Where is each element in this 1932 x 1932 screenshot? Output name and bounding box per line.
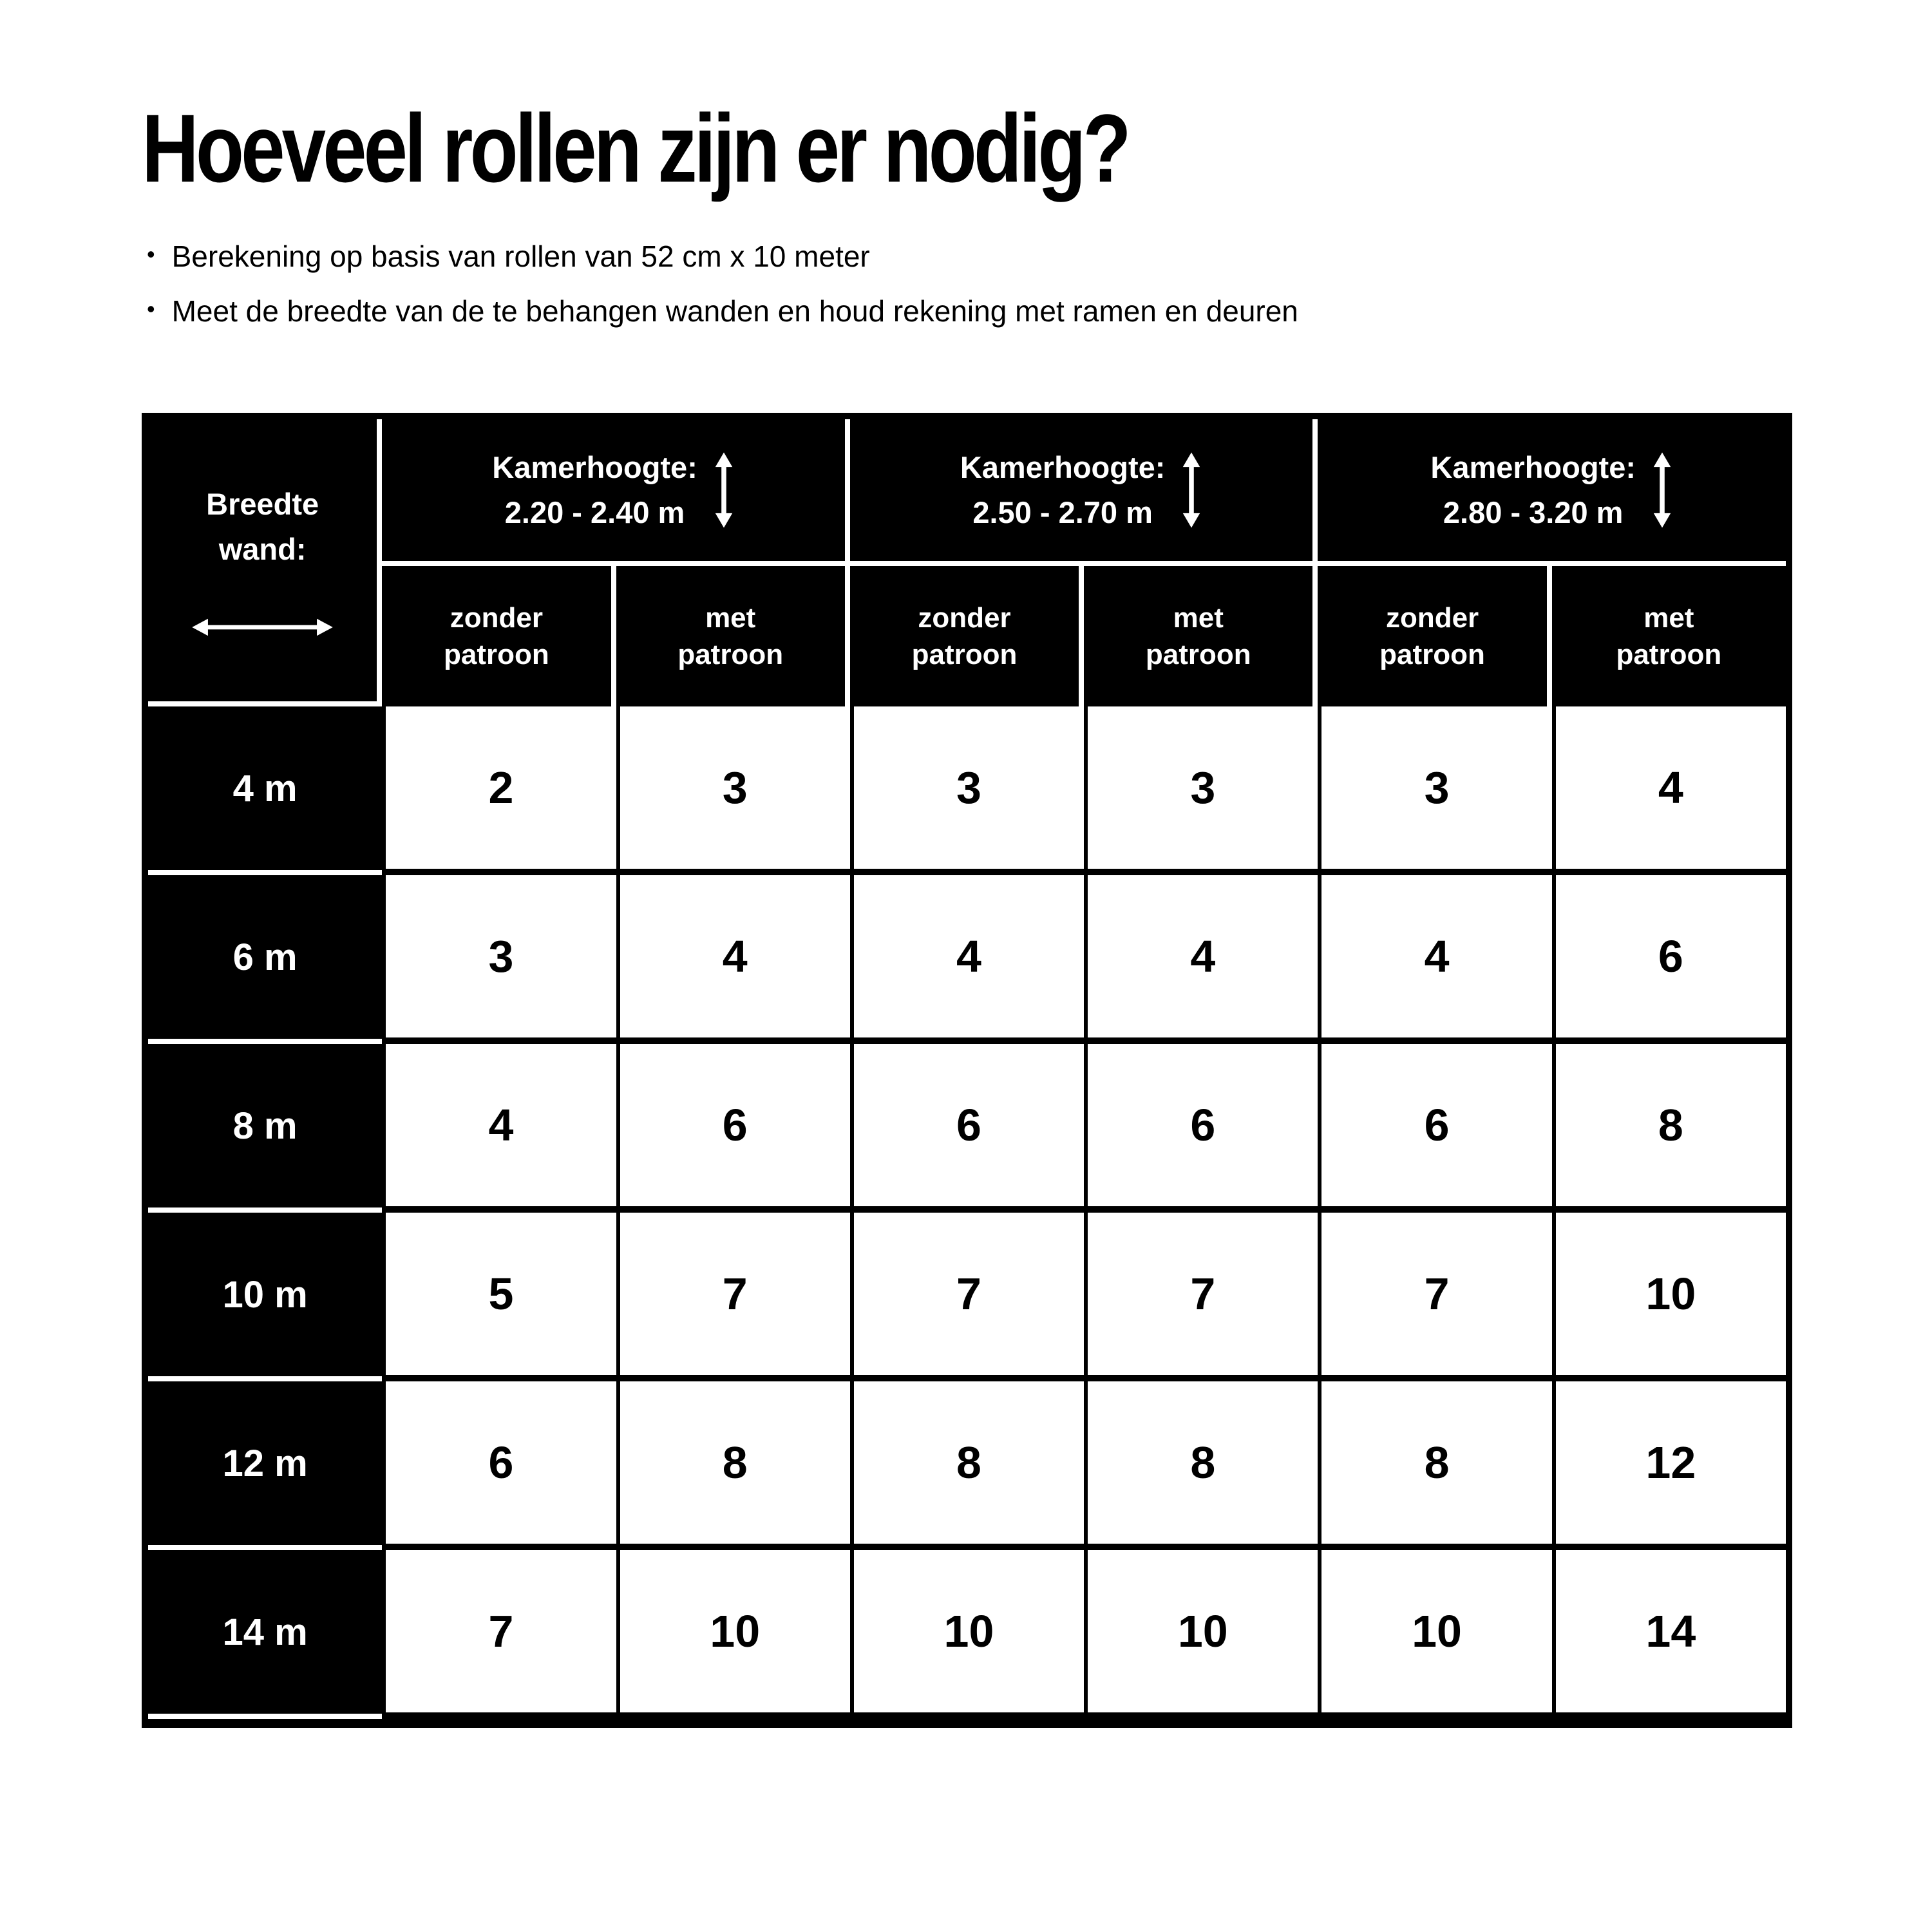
table-cell: 5 bbox=[382, 1213, 616, 1381]
group-title: Kamerhoogte: bbox=[960, 450, 1166, 484]
row-label: 12 m bbox=[148, 1381, 382, 1550]
table-cell: 3 bbox=[616, 706, 850, 875]
subheader-zonder-patroon-2 bbox=[850, 566, 1084, 706]
row-label: 6 m bbox=[148, 875, 382, 1044]
subheader-line1: zonder bbox=[450, 601, 544, 634]
table-cell: 8 bbox=[1318, 1381, 1551, 1550]
subheader-line1: zonder bbox=[1385, 601, 1479, 634]
up-down-arrow-icon bbox=[1651, 451, 1673, 529]
row-label: 4 m bbox=[148, 706, 382, 875]
left-right-arrow-icon bbox=[190, 615, 335, 639]
subheader-text bbox=[677, 600, 783, 673]
group-header-text bbox=[960, 445, 1166, 536]
corner-header-breedte-wand bbox=[148, 419, 382, 706]
subheader-line1: met bbox=[1173, 601, 1224, 634]
group-header-kamerhoogte-2 bbox=[850, 419, 1318, 566]
group-header-kamerhoogte-1 bbox=[382, 419, 850, 566]
table-cell: 4 bbox=[1318, 875, 1551, 1044]
bullet-text: Berekening op basis van rollen van 52 cm x 10 meter bbox=[171, 240, 870, 273]
row-label: 10 m bbox=[148, 1213, 382, 1381]
row-label: 14 m bbox=[148, 1550, 382, 1719]
group-range: 2.50 - 2.70 m bbox=[972, 495, 1153, 529]
subheader-met-patroon-1 bbox=[616, 566, 850, 706]
group-header-kamerhoogte-3 bbox=[1318, 419, 1786, 566]
subheader-met-patroon-2 bbox=[1084, 566, 1318, 706]
table-cell: 8 bbox=[616, 1381, 850, 1550]
table-cell: 4 bbox=[616, 875, 850, 1044]
table-cell: 12 bbox=[1552, 1381, 1786, 1550]
table-cell: 14 bbox=[1552, 1550, 1786, 1719]
corner-label bbox=[206, 482, 319, 573]
subheader-text bbox=[1616, 600, 1721, 673]
table-cell: 7 bbox=[382, 1550, 616, 1719]
table-cell: 10 bbox=[616, 1550, 850, 1719]
table-cell: 7 bbox=[616, 1213, 850, 1381]
subheader-met-patroon-3 bbox=[1552, 566, 1786, 706]
group-title: Kamerhoogte: bbox=[1430, 450, 1636, 484]
group-range: 2.20 - 2.40 m bbox=[504, 495, 685, 529]
subheader-line2: patroon bbox=[677, 639, 784, 670]
corner-label-line2: wand: bbox=[218, 532, 307, 566]
corner-label-line1: Breedte bbox=[206, 486, 319, 521]
group-title: Kamerhoogte: bbox=[492, 450, 697, 484]
table-cell: 2 bbox=[382, 706, 616, 875]
subheader-line2: patroon bbox=[1145, 639, 1251, 670]
table-cell: 8 bbox=[1552, 1044, 1786, 1213]
subheader-text bbox=[912, 600, 1018, 673]
group-range: 2.80 - 3.20 m bbox=[1443, 495, 1624, 529]
group-header-text bbox=[1430, 445, 1636, 536]
table-cell: 3 bbox=[382, 875, 616, 1044]
table-cell: 10 bbox=[850, 1550, 1084, 1719]
table-cell: 6 bbox=[1552, 875, 1786, 1044]
table-cell: 10 bbox=[1084, 1550, 1318, 1719]
table-cell: 6 bbox=[382, 1381, 616, 1550]
table-cell: 3 bbox=[850, 706, 1084, 875]
table-cell: 8 bbox=[1084, 1381, 1318, 1550]
up-down-arrow-icon bbox=[713, 451, 735, 529]
table-cell: 4 bbox=[1084, 875, 1318, 1044]
subheader-line2: patroon bbox=[1379, 639, 1485, 670]
subheader-line2: patroon bbox=[444, 639, 549, 670]
subheader-zonder-patroon-3 bbox=[1318, 566, 1551, 706]
subheader-line2: patroon bbox=[1616, 639, 1722, 670]
table-cell: 4 bbox=[1552, 706, 1786, 875]
subheader-line1: zonder bbox=[918, 601, 1011, 634]
table-cell: 3 bbox=[1084, 706, 1318, 875]
table-cell: 6 bbox=[850, 1044, 1084, 1213]
subheader-text bbox=[1146, 600, 1251, 673]
table-cell: 10 bbox=[1552, 1213, 1786, 1381]
subheader-zonder-patroon-1 bbox=[382, 566, 616, 706]
table-cell: 4 bbox=[382, 1044, 616, 1213]
bullet-dot: • bbox=[147, 241, 155, 267]
rolls-needed-table bbox=[142, 413, 1792, 1728]
table-cell: 10 bbox=[1318, 1550, 1551, 1719]
table-cell: 7 bbox=[1318, 1213, 1551, 1381]
table-cell: 8 bbox=[850, 1381, 1084, 1550]
bullet-list bbox=[147, 240, 1298, 349]
page-title: Hoeveel rollen zijn er nodig? bbox=[142, 94, 1128, 202]
subheader-line2: patroon bbox=[911, 639, 1018, 670]
bullet-item bbox=[147, 240, 1298, 274]
table-cell: 6 bbox=[1318, 1044, 1551, 1213]
table-cell: 7 bbox=[1084, 1213, 1318, 1381]
table-cell: 6 bbox=[616, 1044, 850, 1213]
group-header-text bbox=[492, 445, 697, 536]
subheader-text bbox=[1379, 600, 1485, 673]
row-label: 8 m bbox=[148, 1044, 382, 1213]
table-cell: 6 bbox=[1084, 1044, 1318, 1213]
bullet-dot: • bbox=[147, 295, 155, 322]
subheader-text bbox=[444, 600, 549, 673]
table-cell: 7 bbox=[850, 1213, 1084, 1381]
subheader-line1: met bbox=[705, 601, 756, 634]
table-cell: 4 bbox=[850, 875, 1084, 1044]
table-cell: 3 bbox=[1318, 706, 1551, 875]
bullet-text: Meet de breedte van de te behangen wanden en houd rekening met ramen en deuren bbox=[171, 294, 1298, 328]
bullet-item bbox=[147, 294, 1298, 328]
up-down-arrow-icon bbox=[1180, 451, 1202, 529]
subheader-line1: met bbox=[1643, 601, 1694, 634]
